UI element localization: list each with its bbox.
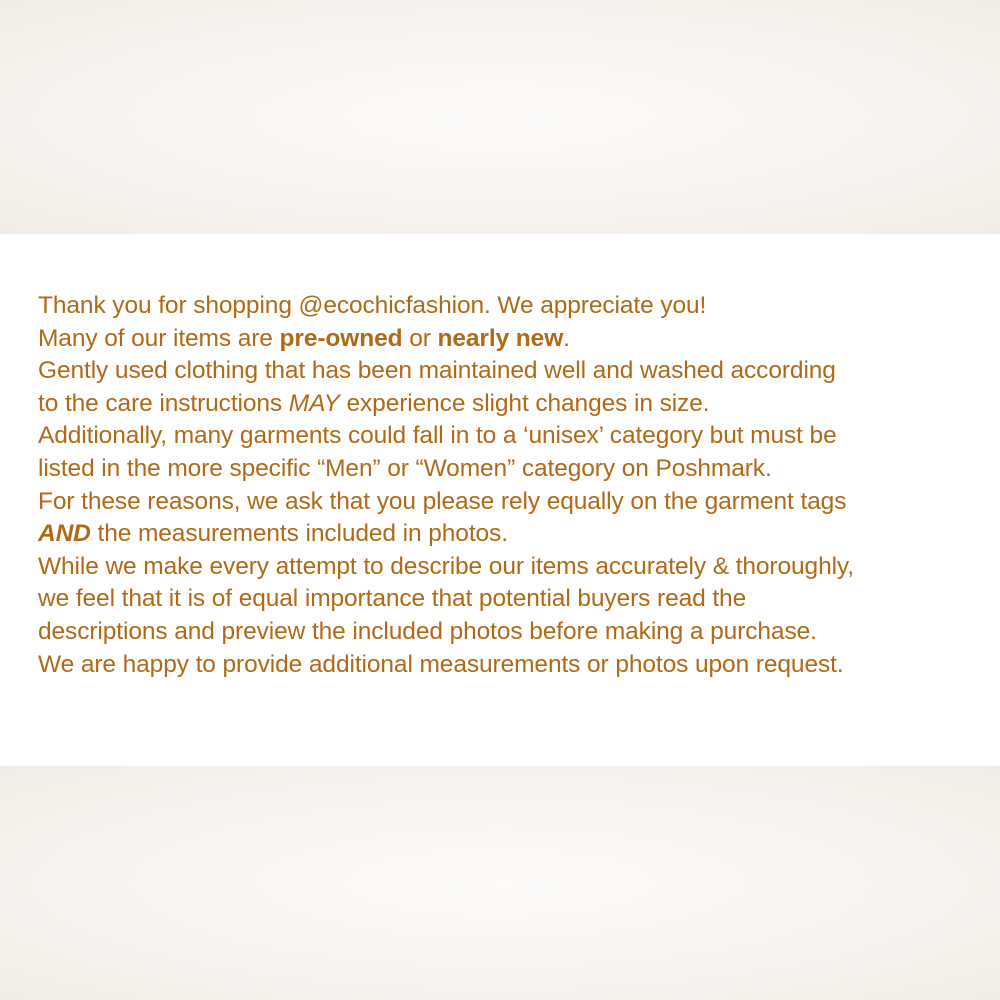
and-emphasis: AND <box>38 520 91 548</box>
notice-text <box>38 290 988 681</box>
notice-line-importance: we feel that it is of equal importance that potential buyers read the <box>38 585 747 613</box>
notice-line-attempt: While we make every attempt to describe our items accurately & thoroughly, <box>38 552 854 580</box>
notice-line-gently-used: Gently used clothing that has been maintained well and washed according <box>38 357 836 385</box>
notice-line-request: We are happy to provide additional measurements or photos upon request. <box>38 650 844 678</box>
notice-line-measurements <box>38 518 988 551</box>
pre-owned-emphasis: pre-owned <box>279 324 403 352</box>
notice-line-items <box>38 323 988 356</box>
text-segment: Many of our items are <box>38 324 280 352</box>
text-segment: to the care instructions <box>38 389 289 417</box>
notice-line-category: listed in the more specific “Men” or “Women” category on Poshmark. <box>38 454 772 482</box>
blurred-background-bottom <box>0 766 1000 1000</box>
notice-line-care <box>38 388 988 421</box>
notice-line-unisex: Additionally, many garments could fall in to a ‘unisex’ category but must be <box>38 422 837 450</box>
text-segment: or <box>402 324 438 352</box>
nearly-new-emphasis: nearly new <box>437 324 564 352</box>
notice-line-reasons: For these reasons, we ask that you please rely equally on the garment tags <box>38 487 847 515</box>
notice-panel <box>0 234 1000 766</box>
notice-line-thanks: Thank you for shopping @ecochicfashion. We appreciate you! <box>38 292 707 319</box>
may-emphasis: MAY <box>288 389 340 417</box>
text-segment: the measurements included in photos. <box>90 520 508 548</box>
text-segment: . <box>563 324 570 352</box>
blurred-background-top <box>0 0 1000 234</box>
notice-line-preview: descriptions and preview the included photos before making a purchase. <box>38 617 817 645</box>
text-segment: experience slight changes in size. <box>339 389 710 417</box>
